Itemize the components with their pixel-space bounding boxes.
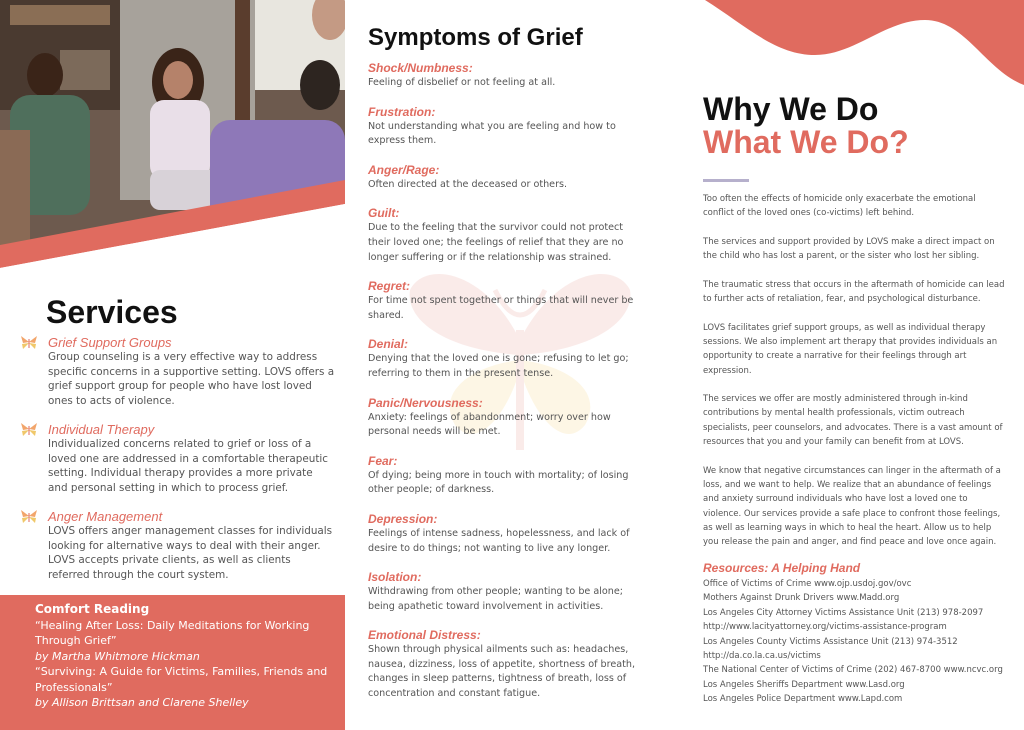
symptom-description: Often directed at the deceased or others. [368,178,568,190]
symptom-title: Shock/Numbness: [368,61,473,75]
why-title-line1: Why We Do [703,91,879,127]
symptom-title: Panic/Nervousness: [368,395,483,410]
why-title-line2: What We Do? [703,124,909,160]
service-description: Group counseling is a very effective way to address specific concerns in a supportive setting. LOVS offers a grief support group for people who have lost loved ones to acts of violence. [48,351,335,407]
symptom-item [368,163,638,193]
symptoms-list [368,61,638,716]
comfort-reading-title: Comfort Reading [35,602,150,616]
service-item [20,335,335,408]
symptom-title: Anger/Rage: [368,162,440,177]
resource-line: The National Center of Victims of Crime (202) 467-8700 www.ncvc.org [703,665,1003,676]
symptom-item [368,512,638,556]
service-title: Individual Therapy [48,422,155,437]
symptom-title: Isolation: [368,570,422,585]
symptoms-title: Symptoms of Grief [368,24,583,51]
symptom-title: Emotional Distress: [368,628,481,643]
symptom-description: Denying that the loved one is gone; refusing to let go; referring to them in the present tense. [368,353,629,379]
service-item [20,422,335,495]
services-list [20,335,335,596]
symptom-item [368,105,638,149]
symptoms-panel [345,0,685,730]
symptom-item [368,206,638,265]
symptom-item [368,279,638,323]
resources-title: Resources: A Helping Hand [703,561,861,575]
symptom-description: Withdrawing from other people; wanting to be alone; being apathetic toward involvement in activities. [368,586,624,612]
symptom-description: Shown through physical ailments such as: headaches, nausea, dizziness, loss of appetite, shortness of breath, changes in sleep patterns, tightness of breath, loss of concentration and constant fatigue. [368,644,635,700]
paragraph: The traumatic stress that occurs in the aftermath of homicide can lead to further acts of retaliation, fear, and psychological disturbance. [703,279,1005,305]
butterfly-icon [20,509,38,524]
resources-section [703,561,1013,707]
paragraph: Too often the effects of homicide only exacerbate the emotional conflict of the loved ones (co-victims) left behind. [703,194,976,219]
symptom-title: Guilt: [368,206,400,221]
services-panel [0,0,345,730]
symptom-description: Anxiety: feelings of abandonment; worry over how personal needs will be met. [368,411,611,438]
symptom-description: Not understanding what you are feeling and how to express them. [368,120,616,147]
symptom-item [368,61,638,91]
symptom-title: Regret: [368,279,411,294]
service-title: Grief Support Groups [48,335,172,350]
book-title: “Healing After Loss: Daily Meditations for Working Through Grief” [35,618,310,647]
symptom-description: Of dying; being more in touch with mortality; of losing other people; of darkness. [368,469,629,496]
support-group-photo [0,0,345,270]
butterfly-icon [20,422,38,437]
services-title: Services [46,294,178,330]
coral-wave-decoration [685,0,1024,90]
symptom-item [368,454,638,498]
paragraph: The services we offer are mostly administered through in-kind contributions by mental health professionals, victim outreach specialists, peer counselors, and advocates. There is a vast amount of resources that you and your family can benefit from at LOVS. [703,394,1003,448]
symptom-description: Feeling of disbelief or not feeling at all. [368,77,556,88]
resource-line: Los Angeles Sheriffs Department www.Lasd.org [703,679,905,690]
book-author: by Martha Whitmore Hickman [35,649,200,663]
paragraph: LOVS facilitates grief support groups, as well as individual therapy sessions. We also implement art therapy that provides individuals an opportunity to create a narrative for their feelings through art expression. [703,322,998,376]
comfort-reading-box [0,595,345,730]
service-description: LOVS offers anger management classes for individuals looking for alternative ways to deal with their anger. LOVS accepts private clients, as well as clients referred through the court system. [48,525,333,581]
why-paragraphs [703,192,1008,564]
symptom-title: Frustration: [368,104,436,119]
book-title: “Surviving: A Guide for Victims, Families, Friends and Professionals” [35,665,328,694]
resource-line: Mothers Against Drunk Drivers www.Madd.org [703,593,900,604]
symptom-item [368,337,638,381]
book-author: by Allison Brittsan and Clarene Shelley [35,696,249,709]
paragraph: The services and support provided by LOVS make a direct impact on the child who has lost a parent, or the sister who lost her sibling. [703,236,995,262]
why-panel [685,0,1024,730]
symptom-title: Fear: [368,453,398,468]
service-title: Anger Management [48,509,163,524]
symptom-item [368,628,638,701]
why-title [703,93,909,159]
resource-line: Office of Victims of Crime www.ojp.usdoj.gov/ovc [703,579,912,589]
resource-line: Los Angeles County Victims Assistance Unit (213) 974-3512 [703,636,958,647]
butterfly-icon [20,335,38,350]
resource-line: Los Angeles Police Department www.Lapd.com [703,694,903,705]
service-description: Individualized concerns related to grief or loss of a loved one are addressed in a comfortable therapeutic setting. Individual therapy provides a more private and personal setting in which to process grief. [48,438,329,494]
title-divider [703,179,749,182]
symptom-item [368,396,638,440]
symptom-description: Feelings of intense sadness, hopelessness, and lack of desire to do things; not wanting to live any longer. [368,527,630,554]
resource-line: http://da.co.la.ca.us/victims [703,651,821,662]
symptom-description: For time not spent together or things that will never be shared. [368,295,634,321]
symptom-item [368,570,638,614]
symptom-title: Depression: [368,511,438,526]
resource-line: http://www.lacityattorney.org/victims-assistance-program [703,622,947,633]
symptom-description: Due to the feeling that the survivor could not protect their loved one; the feelings of relief that they are no longer suffering or if the relationship was strained. [368,222,624,263]
service-item [20,509,335,582]
resource-line: Los Angeles City Attorney Victims Assistance Unit (213) 978-2097 [703,607,984,618]
paragraph: We know that negative circumstances can linger in the aftermath of a loss, and we want to help. We realize that an abundance of feelings and anxiety surround individuals who have lost a loved one to violence. Our services provide a safe place to confront those feelings, as well as learning ways in which to heal the heart. Allow us to help you release the pain and anger, and find peace and love once again. [703,465,1001,548]
symptom-title: Denial: [368,337,409,352]
